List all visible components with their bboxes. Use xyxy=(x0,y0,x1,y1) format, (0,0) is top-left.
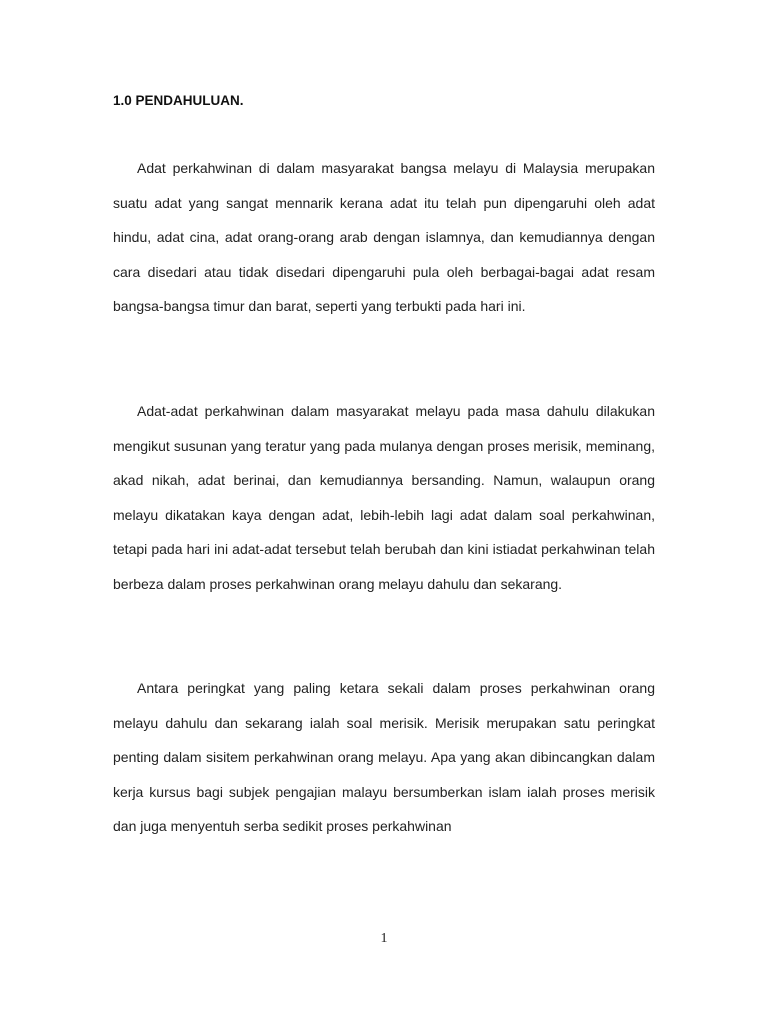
page-number: 1 xyxy=(380,931,388,946)
section-heading: 1.0 PENDAHULUAN. xyxy=(113,93,244,108)
paragraph-1: Adat perkahwinan di dalam masyarakat bangsa melayu di Malaysia merupakan suatu adat yang sangat mennarik kerana adat itu telah pun dipengaruhi oleh adat hindu, adat cina, adat orang-orang arab dengan islamnya, dan kemudiannya dengan cara disedari atau tidak disedari dipengaruhi pula oleh berbagai-bagai adat resam bangsa-bangsa timur dan barat, seperti yang terbukti pada hari ini. xyxy=(113,160,655,315)
paragraph-2: Adat-adat perkahwinan dalam masyarakat melayu pada masa dahulu dilakukan mengikut susunan yang teratur yang pada mulanya dengan proses merisik, meminang, akad nikah, adat berinai, dan kemudiannya bersanding. Namun, walaupun orang melayu dikatakan kaya dengan adat, lebih-lebih lagi adat dalam soal perkahwinan, tetapi pada hari ini adat-adat tersebut telah berubah dan kini istiadat perkahwinan telah berbeza dalam proses perkahwinan orang melayu dahulu dan sekarang. xyxy=(113,403,655,592)
paragraph-3: Antara peringkat yang paling ketara sekali dalam proses perkahwinan orang melayu dahulu dan sekarang ialah soal merisik. Merisik merupakan satu peringkat penting dalam sisitem perkahwinan orang melayu. Apa yang akan dibincangkan dalam kerja kursus bagi subjek pengajian malayu bersumberkan islam ialah proses merisik dan juga menyentuh serba sedikit proses perkahwinan xyxy=(113,680,655,835)
